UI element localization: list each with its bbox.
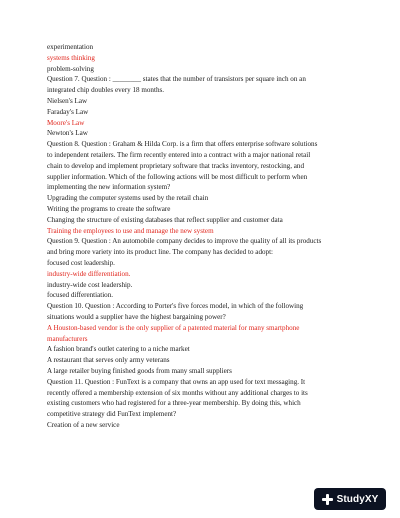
text-line: Newton's Law [47,129,88,138]
answer-line: systems thinking [47,53,95,62]
text-line: and bring more variety into its product line. The company has decided to adopt: [47,248,274,257]
text-line: Upgrading the computer systems used by the retail chain [47,194,209,203]
plus-icon [322,494,333,505]
text-line: Question 8. Question : Graham & Hilda Corp. is a firm that offers enterprise software solutions [47,140,318,149]
text-line: focused cost leadership. [47,258,115,267]
brand-label: StudyXY [336,493,379,505]
text-line: experimentation [47,43,94,51]
text-line: supplier information. Which of the following actions will be most difficult to perform when [47,172,308,181]
answer-line: manufacturers [47,334,88,343]
text-line: A fashion brand's outlet catering to a niche market [47,345,190,354]
text-line: implementing the new information system? [47,183,171,192]
text-line: chain to develop and implement proprietary software that tracks inventory, restocking, and [47,161,304,170]
text-line: A large retailer buying finished goods from many small suppliers [47,366,232,375]
text-line: recently offered a membership extension of six months without any additional charges to its [47,388,308,397]
answer-line: industry-wide differentiation. [47,269,131,278]
text-line: Writing the programs to create the software [47,204,171,213]
text-line: integrated chip doubles every 18 months. [47,86,165,95]
answer-line: Training the employees to use and manage the new system [47,226,214,235]
text-line: Changing the structure of existing databases that reflect supplier and customer data [47,215,283,224]
text-line: focused differentiation. [47,291,114,300]
text-line: industry-wide cost leadership. [47,280,133,289]
document-page [47,42,367,431]
text-line: Question 9. Question : An automobile company decides to improve the quality of all its products [47,237,322,246]
text-line: competitive strategy did FunText implement? [47,410,177,419]
text-line: problem-solving [47,64,94,73]
text-line: A restaurant that serves only army veterans [47,356,170,365]
text-line: existing customers who had registered for a three-year membership. By doing this, which [47,399,301,408]
text-line: situations would a supplier have the highest bargaining power? [47,312,226,321]
text-line: Question 10. Question : According to Porter's five forces model, in which of the following [47,302,304,311]
text-line: Creation of a new service [47,420,120,429]
text-line: Nielsen's Law [47,96,88,105]
studyxy-badge[interactable] [314,488,386,510]
answer-line: A Houston-based vendor is the only supplier of a patented material for many smartphone [47,323,300,332]
text-line: to independent retailers. The firm recently entered into a contract with a major national retail [47,150,311,159]
answer-line: Moore's Law [47,118,85,127]
text-line: Question 11. Question : FunText is a company that owns an app used for text messaging. It [47,377,306,386]
text-line: Question 7. Question : ________ states that the number of transistors per square inch on an [47,75,306,84]
text-line: Faraday's Law [47,107,89,116]
